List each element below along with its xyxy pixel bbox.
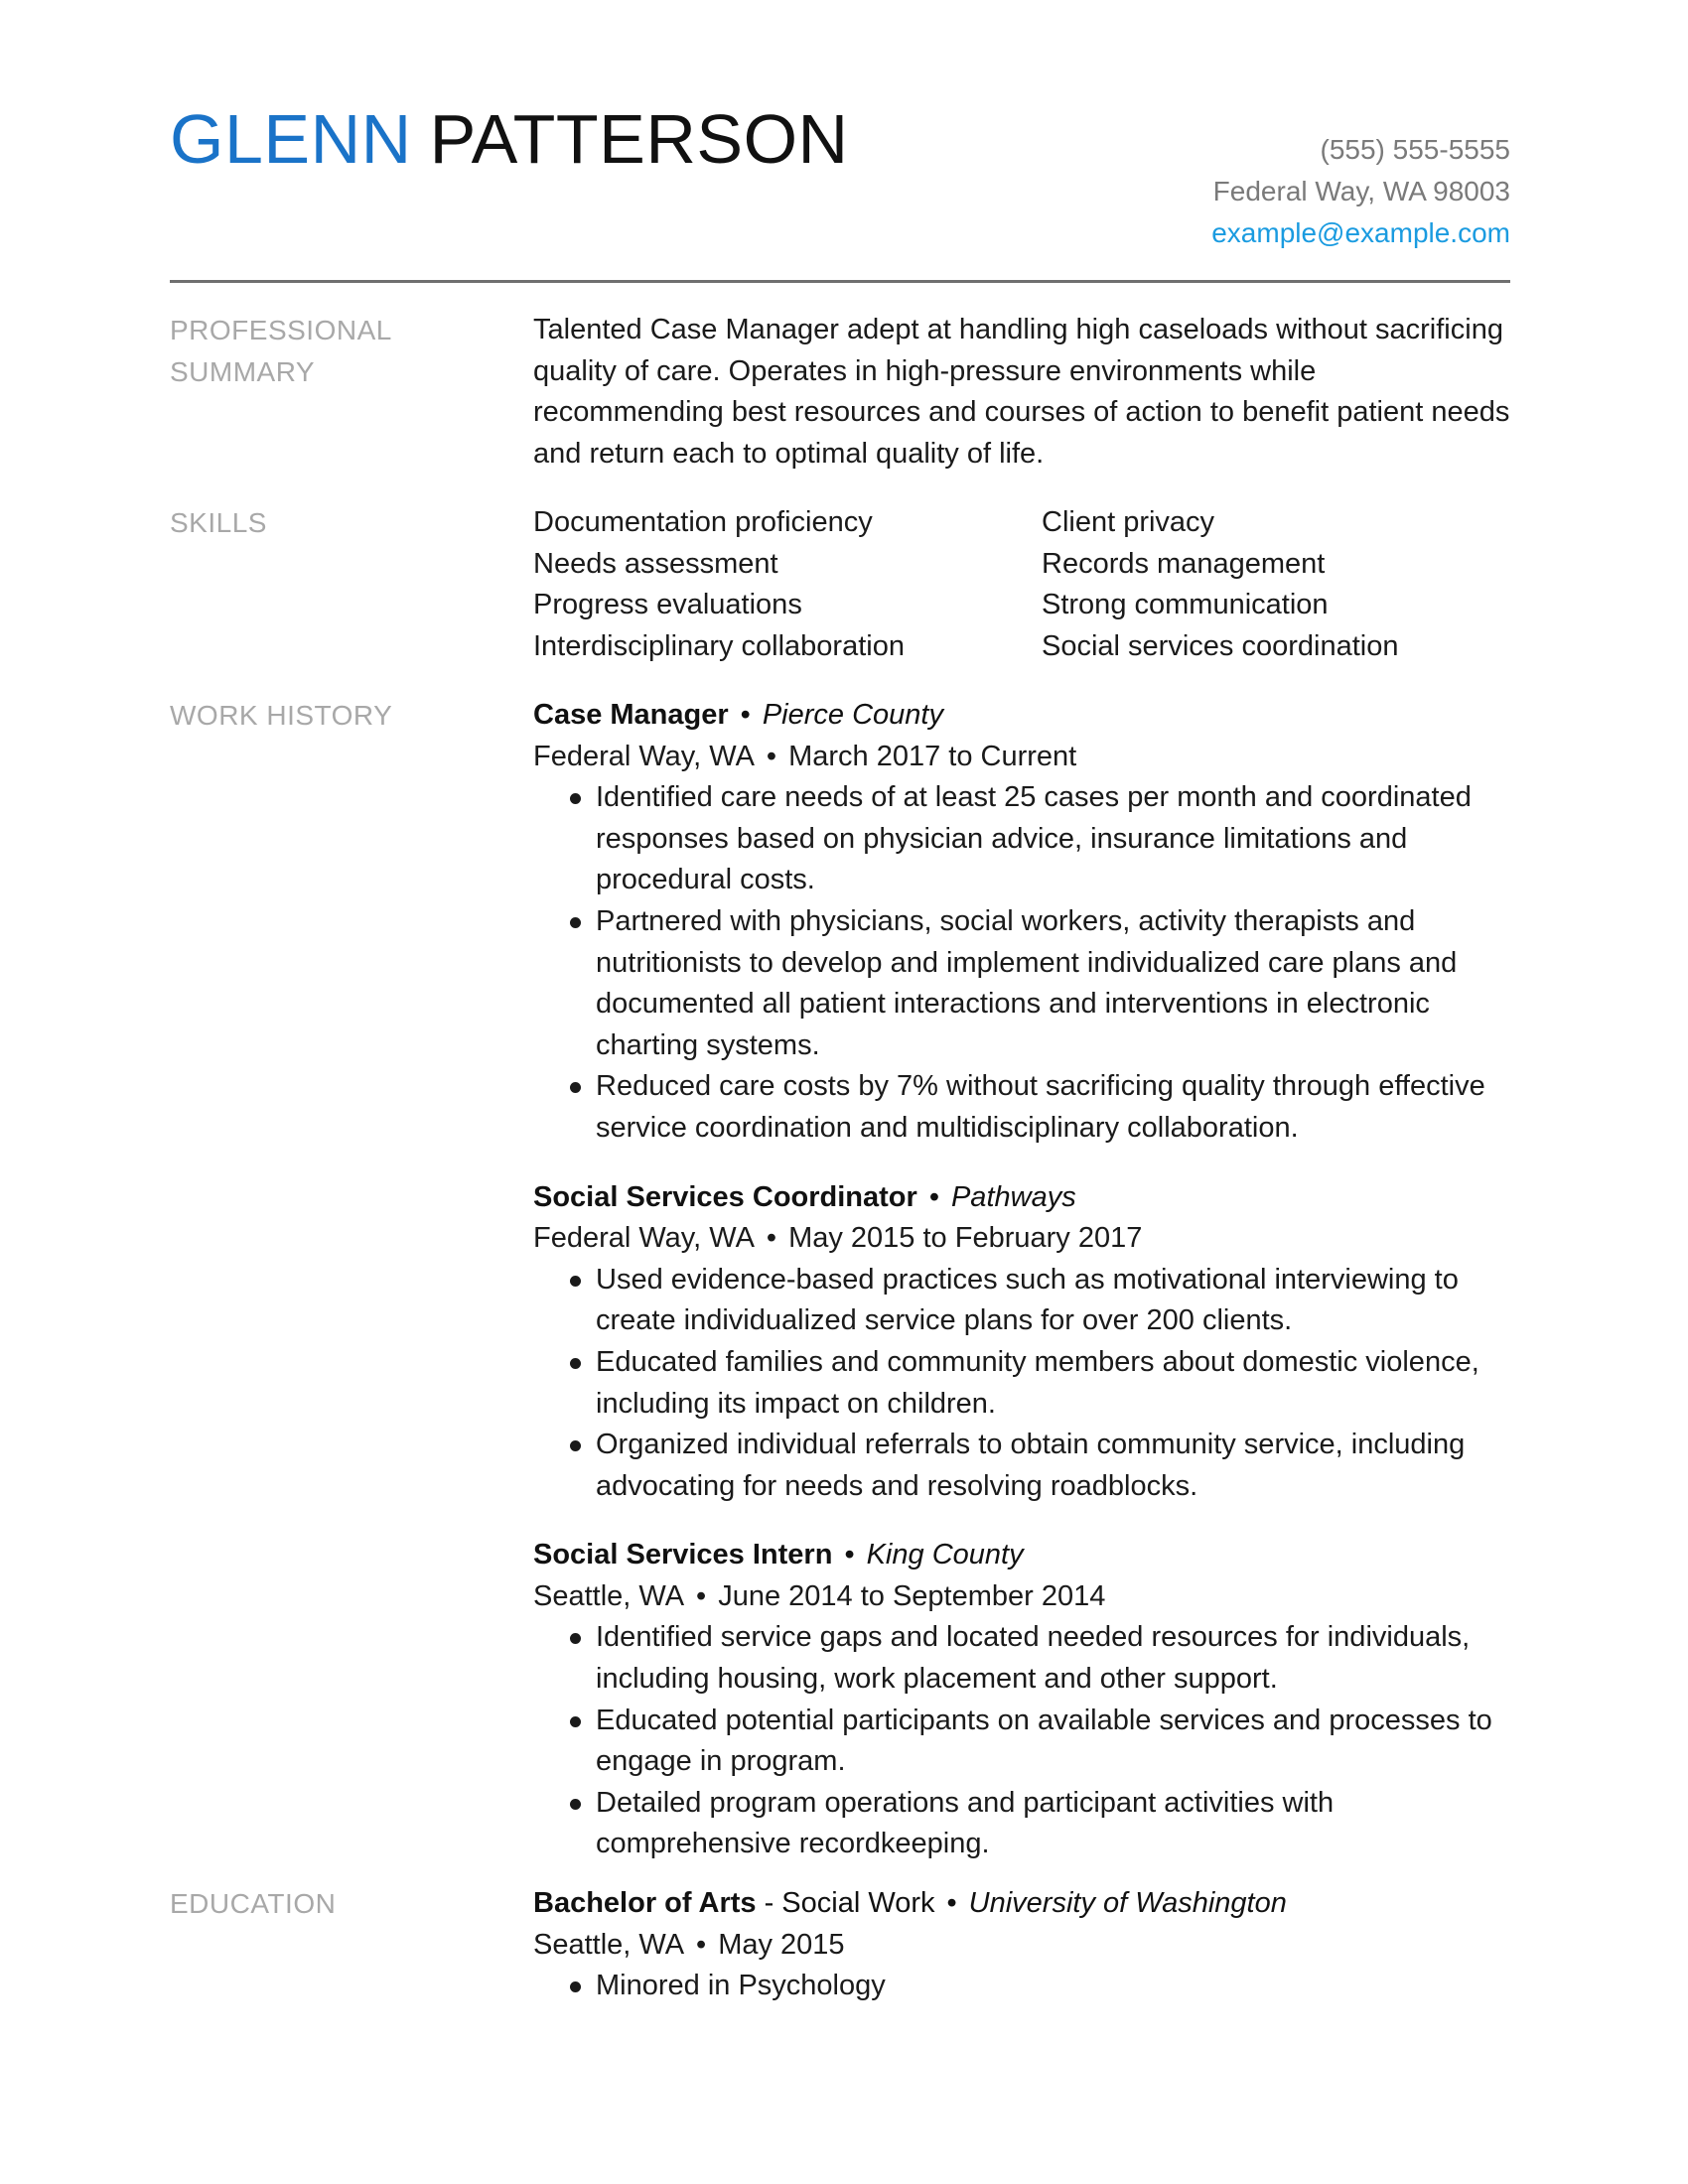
email-link[interactable]: example@example.com: [1211, 217, 1510, 248]
job-bullet-text: Organized individual referrals to obtain community service, including advocating for needs and resolving roadblocks.: [596, 1429, 1466, 1502]
bullet-separator: •: [928, 1180, 939, 1213]
job-employer: King County: [866, 1539, 1024, 1571]
bullet-dot-icon: [570, 1358, 581, 1369]
skills-section: [533, 502, 1511, 667]
degree-line: [533, 1883, 1511, 1925]
job-bullet: [596, 777, 1511, 901]
skill-item: Client privacy: [1042, 506, 1215, 538]
job-entry: [533, 1535, 1511, 1865]
skills-list: [533, 502, 1511, 667]
header-divider: [170, 280, 1510, 283]
job-location: Federal Way, WA: [533, 740, 755, 772]
summary-section: [533, 310, 1511, 475]
summary-text: Talented Case Manager adept at handling high caseloads without sacrificing quality of care. Operates in high-pressure environments while recommending best resources and courses of action to benefit patient needs and return each to optimal quality of life.: [533, 314, 1510, 470]
job-bullet-text: Detailed program operations and participant activities with comprehensive recordkeeping.: [596, 1786, 1335, 1860]
job-bullet-text: Used evidence-based practices such as motivational interviewing to create individualized service plans for over 200 clients.: [596, 1263, 1459, 1337]
bullet-separator: •: [946, 1887, 957, 1919]
job-bullet: [596, 1783, 1511, 1865]
work-history-section: [533, 695, 1511, 1893]
job-title: Social Services Intern: [533, 1539, 833, 1571]
bullet-dot-icon: [570, 1799, 581, 1810]
job-dates: March 2017 to Current: [788, 740, 1077, 772]
job-meta-line: [533, 1218, 1511, 1260]
bullet-separator: •: [766, 740, 777, 772]
bullet-dot-icon: [570, 1082, 581, 1093]
skills-label: SKILLS: [170, 507, 267, 538]
job-location: Federal Way, WA: [533, 1222, 755, 1255]
education-section: [533, 1883, 1511, 2007]
bullet-separator: •: [696, 1928, 707, 1961]
degree: Bachelor of Arts: [533, 1887, 757, 1919]
job-bullet-text: Identified care needs of at least 25 cases per month and coordinated responses based on physician advice, insurance limitations and procedural costs.: [596, 781, 1472, 896]
job-meta-line: [533, 1576, 1511, 1618]
job-bullet: [596, 901, 1511, 1066]
job-title: Social Services Coordinator: [533, 1180, 917, 1213]
education-meta-line: [533, 1925, 1511, 1967]
job-location: Seattle, WA: [533, 1579, 685, 1612]
education-location: Seattle, WA: [533, 1928, 685, 1961]
summary-label-line2: SUMMARY: [170, 356, 316, 387]
job-title: Case Manager: [533, 699, 729, 731]
contact-block: [1211, 129, 1510, 254]
job-dates: May 2015 to February 2017: [788, 1222, 1143, 1255]
education-bullet-text: Minored in Psychology: [596, 1970, 886, 2002]
phone: (555) 555-5555: [1320, 134, 1510, 165]
job-bullets: [533, 1617, 1511, 1865]
skill-item: Needs assessment: [533, 547, 778, 580]
skill-item: Documentation proficiency: [533, 506, 873, 538]
job-bullet: [596, 1425, 1511, 1507]
job-bullet: [596, 1260, 1511, 1342]
job-entry: [533, 695, 1511, 1150]
skill-item: Records management: [1042, 547, 1326, 580]
job-employer: Pathways: [950, 1180, 1076, 1213]
job-dates: June 2014 to September 2014: [718, 1579, 1106, 1612]
job-bullets: [533, 777, 1511, 1149]
job-bullet-text: Educated families and community members about domestic violence, including its impact on children.: [596, 1345, 1479, 1420]
bullet-separator: •: [696, 1579, 707, 1612]
degree-field: - Social Work: [756, 1887, 935, 1919]
last-name: PATTERSON: [429, 100, 849, 178]
skill-item: Strong communication: [1042, 589, 1329, 621]
job-bullet: [596, 1617, 1511, 1700]
bullet-separator: •: [844, 1539, 855, 1571]
candidate-name: [170, 99, 849, 179]
skill-item: Social services coordination: [1042, 629, 1399, 662]
bullet-dot-icon: [570, 1981, 581, 1992]
first-name: GLENN: [170, 100, 412, 178]
education-bullets: [533, 1966, 1511, 2007]
bullet-dot-icon: [570, 917, 581, 928]
job-bullets: [533, 1260, 1511, 1508]
bullet-dot-icon: [570, 1633, 581, 1644]
job-bullet-text: Reduced care costs by 7% without sacrificing quality through effective service coordination and multidisciplinary collaboration.: [596, 1070, 1485, 1144]
job-title-line: [533, 1535, 1511, 1576]
bullet-dot-icon: [570, 793, 581, 804]
summary-label: [170, 310, 468, 393]
job-entry: [533, 1177, 1511, 1508]
skill-item: Progress evaluations: [533, 589, 802, 621]
job-bullet: [596, 1701, 1511, 1783]
summary-label-line1: PROFESSIONAL: [170, 315, 392, 345]
job-bullet: [596, 1342, 1511, 1425]
job-bullet-text: Partnered with physicians, social workers, activity therapists and nutritionists to develop and implement individualized care plans and documented all patient interactions and interventions in electronic charting systems.: [596, 904, 1458, 1061]
job-meta-line: [533, 737, 1511, 778]
education-label: EDUCATION: [170, 1888, 337, 1919]
work-history-label: WORK HISTORY: [170, 700, 393, 731]
bullet-dot-icon: [570, 1440, 581, 1451]
job-bullet-text: Identified service gaps and located needed resources for individuals, including housing, work placement and other support.: [596, 1621, 1471, 1696]
education-bullet: [596, 1966, 1511, 2007]
bullet-dot-icon: [570, 1716, 581, 1727]
skill-item: Interdisciplinary collaboration: [533, 629, 905, 662]
job-title-line: [533, 1177, 1511, 1219]
bullet-separator: •: [740, 699, 751, 731]
job-title-line: [533, 695, 1511, 737]
job-employer: Pierce County: [762, 699, 943, 731]
bullet-separator: •: [766, 1222, 777, 1255]
job-bullet: [596, 1066, 1511, 1149]
job-bullet-text: Educated potential participants on available services and processes to engage in program.: [596, 1704, 1492, 1778]
bullet-dot-icon: [570, 1276, 581, 1287]
education-date: May 2015: [718, 1928, 845, 1961]
school: University of Washington: [968, 1887, 1287, 1919]
location: Federal Way, WA 98003: [1212, 176, 1510, 206]
